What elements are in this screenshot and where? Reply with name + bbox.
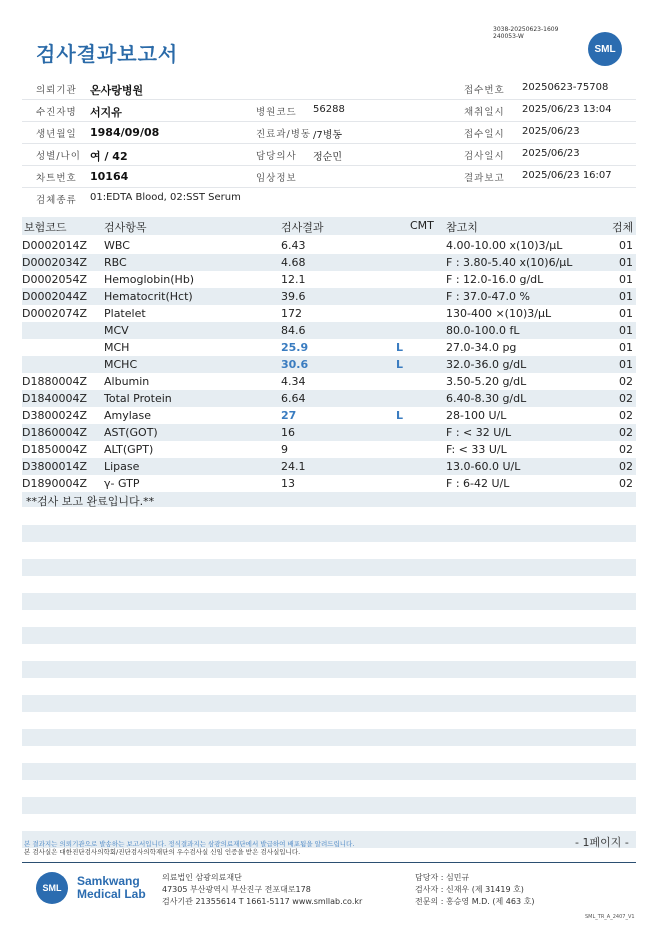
result-item: Hemoglobin(Hb) bbox=[104, 273, 195, 286]
staff-line2: 검사자 : 신재우 (제 31419 호) bbox=[415, 885, 524, 894]
result-reference: F : 37.0-47.0 % bbox=[446, 290, 530, 303]
institution-value: 온사랑병원 bbox=[90, 84, 144, 97]
result-code: D0002044Z bbox=[22, 290, 87, 303]
result-value: 9 bbox=[281, 443, 288, 456]
result-item: RBC bbox=[104, 256, 127, 269]
result-code: D1850004Z bbox=[22, 443, 87, 456]
result-reference: F : 12.0-16.0 g/dL bbox=[446, 273, 544, 286]
notice bbox=[24, 840, 354, 856]
info-row bbox=[22, 78, 636, 100]
header-result: 검사결과 bbox=[281, 221, 324, 234]
result-item: WBC bbox=[104, 239, 130, 252]
sex-age-value: 여 / 42 bbox=[90, 150, 128, 163]
result-value: 4.68 bbox=[281, 256, 306, 269]
receipt-date-value: 2025/06/23 bbox=[522, 126, 580, 137]
result-specimen: 02 bbox=[619, 460, 633, 473]
result-reference: 80.0-100.0 fL bbox=[446, 324, 520, 337]
clinical-label: 임상정보 bbox=[256, 173, 297, 184]
report-date-label: 결과보고 bbox=[464, 173, 505, 184]
patient-value: 서지유 bbox=[90, 106, 122, 119]
result-item: Hematocrit(Hct) bbox=[104, 290, 193, 303]
address-line2: 47305 부산광역시 부산진구 전포대로178 bbox=[162, 885, 311, 894]
dept-label: 진료과/병동 bbox=[256, 129, 312, 140]
info-row bbox=[22, 166, 636, 188]
result-code: D0002074Z bbox=[22, 307, 87, 320]
blank-row bbox=[22, 559, 636, 576]
result-value: 27 bbox=[281, 409, 297, 422]
result-value: 39.6 bbox=[281, 290, 306, 303]
result-specimen: 01 bbox=[619, 273, 633, 286]
completion-row bbox=[22, 492, 636, 507]
staff-line3: 전문의 : 홍승영 M.D. (제 463 호) bbox=[415, 897, 535, 906]
result-row bbox=[22, 339, 636, 356]
result-item: γ- GTP bbox=[104, 477, 140, 490]
result-value: 30.6 bbox=[281, 358, 309, 371]
patient-label: 수진자명 bbox=[36, 107, 77, 118]
result-item: MCHC bbox=[104, 358, 138, 371]
result-value: 4.34 bbox=[281, 375, 306, 388]
result-reference: 32.0-36.0 g/dL bbox=[446, 358, 527, 371]
results-table-body bbox=[22, 237, 636, 492]
result-item: Amylase bbox=[104, 409, 152, 422]
footer-staff bbox=[415, 872, 534, 908]
patient-info-section bbox=[22, 78, 636, 209]
receipt-date-label: 접수일시 bbox=[464, 129, 505, 140]
result-value: 6.64 bbox=[281, 392, 306, 405]
chart-no-label: 차트번호 bbox=[36, 173, 77, 184]
result-item: AST(GOT) bbox=[104, 426, 158, 439]
result-specimen: 01 bbox=[619, 324, 633, 337]
result-item: Albumin bbox=[104, 375, 150, 388]
collect-date-value: 2025/06/23 13:04 bbox=[522, 104, 612, 115]
form-version: SML_TR_A_2407_V1 bbox=[585, 914, 635, 920]
blank-row bbox=[22, 797, 636, 814]
result-specimen: 01 bbox=[619, 256, 633, 269]
results-table-header bbox=[22, 217, 636, 235]
result-code: D0002034Z bbox=[22, 256, 87, 269]
brand-line1: Samkwang bbox=[77, 874, 140, 888]
chart-no-value: 10164 bbox=[90, 170, 129, 183]
blank-row bbox=[22, 661, 636, 678]
result-reference: 13.0-60.0 U/L bbox=[446, 460, 521, 473]
notice-line2: 본 검사실은 대한진단검사의학회/진단검사의학재단의 우수검사실 신임 인증을 받은 검사실입니다. bbox=[24, 848, 301, 856]
result-flag: L bbox=[396, 409, 404, 422]
specimen-label: 검체종류 bbox=[36, 195, 77, 206]
sml-logo: SML bbox=[588, 32, 622, 66]
result-reference: F : < 32 U/L bbox=[446, 426, 512, 439]
result-specimen: 02 bbox=[619, 477, 633, 490]
dept-value: /7병동 bbox=[313, 130, 343, 141]
result-row bbox=[22, 305, 636, 322]
result-code: D3800014Z bbox=[22, 460, 87, 473]
result-code: D1880004Z bbox=[22, 375, 87, 388]
result-flag: L bbox=[396, 358, 404, 371]
result-reference: 27.0-34.0 pg bbox=[446, 341, 517, 354]
info-row bbox=[22, 100, 636, 122]
result-row bbox=[22, 390, 636, 407]
result-code: D3800024Z bbox=[22, 409, 87, 422]
collect-date-label: 채취일시 bbox=[464, 107, 505, 118]
result-item: Lipase bbox=[104, 460, 140, 473]
document-id bbox=[493, 26, 558, 40]
result-reference: 6.40-8.30 g/dL bbox=[446, 392, 527, 405]
blank-row bbox=[22, 525, 636, 542]
result-specimen: 02 bbox=[619, 409, 633, 422]
result-code: D1840004Z bbox=[22, 392, 87, 405]
result-specimen: 02 bbox=[619, 443, 633, 456]
result-value: 12.1 bbox=[281, 273, 306, 286]
doctor-label: 담당의사 bbox=[256, 151, 297, 162]
result-row bbox=[22, 407, 636, 424]
info-row bbox=[22, 144, 636, 166]
result-specimen: 01 bbox=[619, 341, 633, 354]
result-code: D0002014Z bbox=[22, 239, 87, 252]
result-row bbox=[22, 475, 636, 492]
result-item: Total Protein bbox=[104, 392, 172, 405]
result-specimen: 01 bbox=[619, 290, 633, 303]
info-row bbox=[22, 122, 636, 144]
result-row bbox=[22, 271, 636, 288]
result-specimen: 02 bbox=[619, 426, 633, 439]
footer-sml-logo: SML bbox=[36, 872, 68, 904]
result-specimen: 02 bbox=[619, 392, 633, 405]
document-id-line1: 3038-20250623-1609 bbox=[493, 26, 559, 33]
report-date-value: 2025/06/23 16:07 bbox=[522, 170, 612, 181]
blank-row bbox=[22, 695, 636, 712]
report-title: 검사결과보고서 bbox=[36, 42, 179, 66]
result-reference: 28-100 U/L bbox=[446, 409, 507, 422]
result-row bbox=[22, 441, 636, 458]
result-reference: F: < 33 U/L bbox=[446, 443, 507, 456]
result-value: 172 bbox=[281, 307, 302, 320]
blank-row bbox=[22, 763, 636, 780]
result-value: 84.6 bbox=[281, 324, 306, 337]
result-row bbox=[22, 237, 636, 254]
header-code: 보험코드 bbox=[24, 221, 67, 234]
result-flag: L bbox=[396, 341, 404, 354]
result-value: 13 bbox=[281, 477, 295, 490]
document-id-line2: 240053-W bbox=[493, 33, 524, 40]
institution-label: 의뢰기관 bbox=[36, 85, 77, 96]
result-specimen: 02 bbox=[619, 375, 633, 388]
header-item: 검사항목 bbox=[104, 221, 147, 234]
address-line3: 검사기관 21355614 T 1661-5117 www.smllab.co.kr bbox=[162, 897, 363, 906]
result-value: 6.43 bbox=[281, 239, 306, 252]
address-line1: 의료법인 삼광의료재단 bbox=[162, 873, 242, 882]
footer-address bbox=[162, 872, 362, 908]
result-row bbox=[22, 458, 636, 475]
birth-value: 1984/09/08 bbox=[90, 126, 160, 139]
result-item: MCH bbox=[104, 341, 130, 354]
test-date-label: 검사일시 bbox=[464, 151, 505, 162]
result-reference: 130-400 ×(10)3/µL bbox=[446, 307, 552, 320]
completion-note: **검사 보고 완료입니다.** bbox=[26, 495, 155, 508]
result-row bbox=[22, 288, 636, 305]
result-specimen: 01 bbox=[619, 239, 633, 252]
receipt-no-label: 접수번호 bbox=[464, 85, 505, 96]
hospital-code-value: 56288 bbox=[313, 104, 345, 115]
footer-divider bbox=[22, 862, 636, 863]
result-code: D0002054Z bbox=[22, 273, 87, 286]
result-row bbox=[22, 322, 636, 339]
result-reference: 4.00-10.00 x(10)3/µL bbox=[446, 239, 563, 252]
result-item: ALT(GPT) bbox=[104, 443, 154, 456]
blank-row bbox=[22, 729, 636, 746]
footer-brand bbox=[77, 875, 146, 901]
header-cmt: CMT bbox=[410, 219, 434, 232]
doctor-value: 정순민 bbox=[313, 152, 342, 163]
result-item: MCV bbox=[104, 324, 129, 337]
result-row bbox=[22, 424, 636, 441]
test-date-value: 2025/06/23 bbox=[522, 148, 580, 159]
result-reference: F : 6-42 U/L bbox=[446, 477, 510, 490]
result-specimen: 01 bbox=[619, 358, 633, 371]
result-value: 16 bbox=[281, 426, 295, 439]
specimen-value: 01:EDTA Blood, 02:SST Serum bbox=[90, 192, 241, 203]
blank-row bbox=[22, 627, 636, 644]
result-value: 25.9 bbox=[281, 341, 309, 354]
blank-row bbox=[22, 593, 636, 610]
page-number: - 1페이지 - bbox=[575, 836, 629, 849]
notice-line1: 본 결과지는 의뢰기관으로 발송하는 보고서입니다. 정식결과지는 삼광의료재단에서 발급하여 배포됨을 알려드립니다. bbox=[24, 840, 355, 848]
result-row bbox=[22, 356, 636, 373]
staff-line1: 담당자 : 심민규 bbox=[415, 873, 470, 882]
hospital-code-label: 병원코드 bbox=[256, 107, 297, 118]
result-row bbox=[22, 254, 636, 271]
result-code: D1890004Z bbox=[22, 477, 87, 490]
brand-line2: Medical Lab bbox=[77, 887, 146, 901]
result-item: Platelet bbox=[104, 307, 146, 320]
result-row bbox=[22, 373, 636, 390]
result-reference: 3.50-5.20 g/dL bbox=[446, 375, 527, 388]
result-value: 24.1 bbox=[281, 460, 306, 473]
result-specimen: 01 bbox=[619, 307, 633, 320]
result-reference: F : 3.80-5.40 x(10)6/µL bbox=[446, 256, 573, 269]
birth-label: 생년월일 bbox=[36, 129, 77, 140]
header-ref: 참고치 bbox=[446, 221, 478, 234]
result-code: D1860004Z bbox=[22, 426, 87, 439]
header-specimen: 검체 bbox=[612, 221, 634, 234]
receipt-no-value: 20250623-75708 bbox=[522, 82, 609, 93]
sex-age-label: 성별/나이 bbox=[36, 151, 81, 162]
info-row bbox=[22, 188, 636, 209]
